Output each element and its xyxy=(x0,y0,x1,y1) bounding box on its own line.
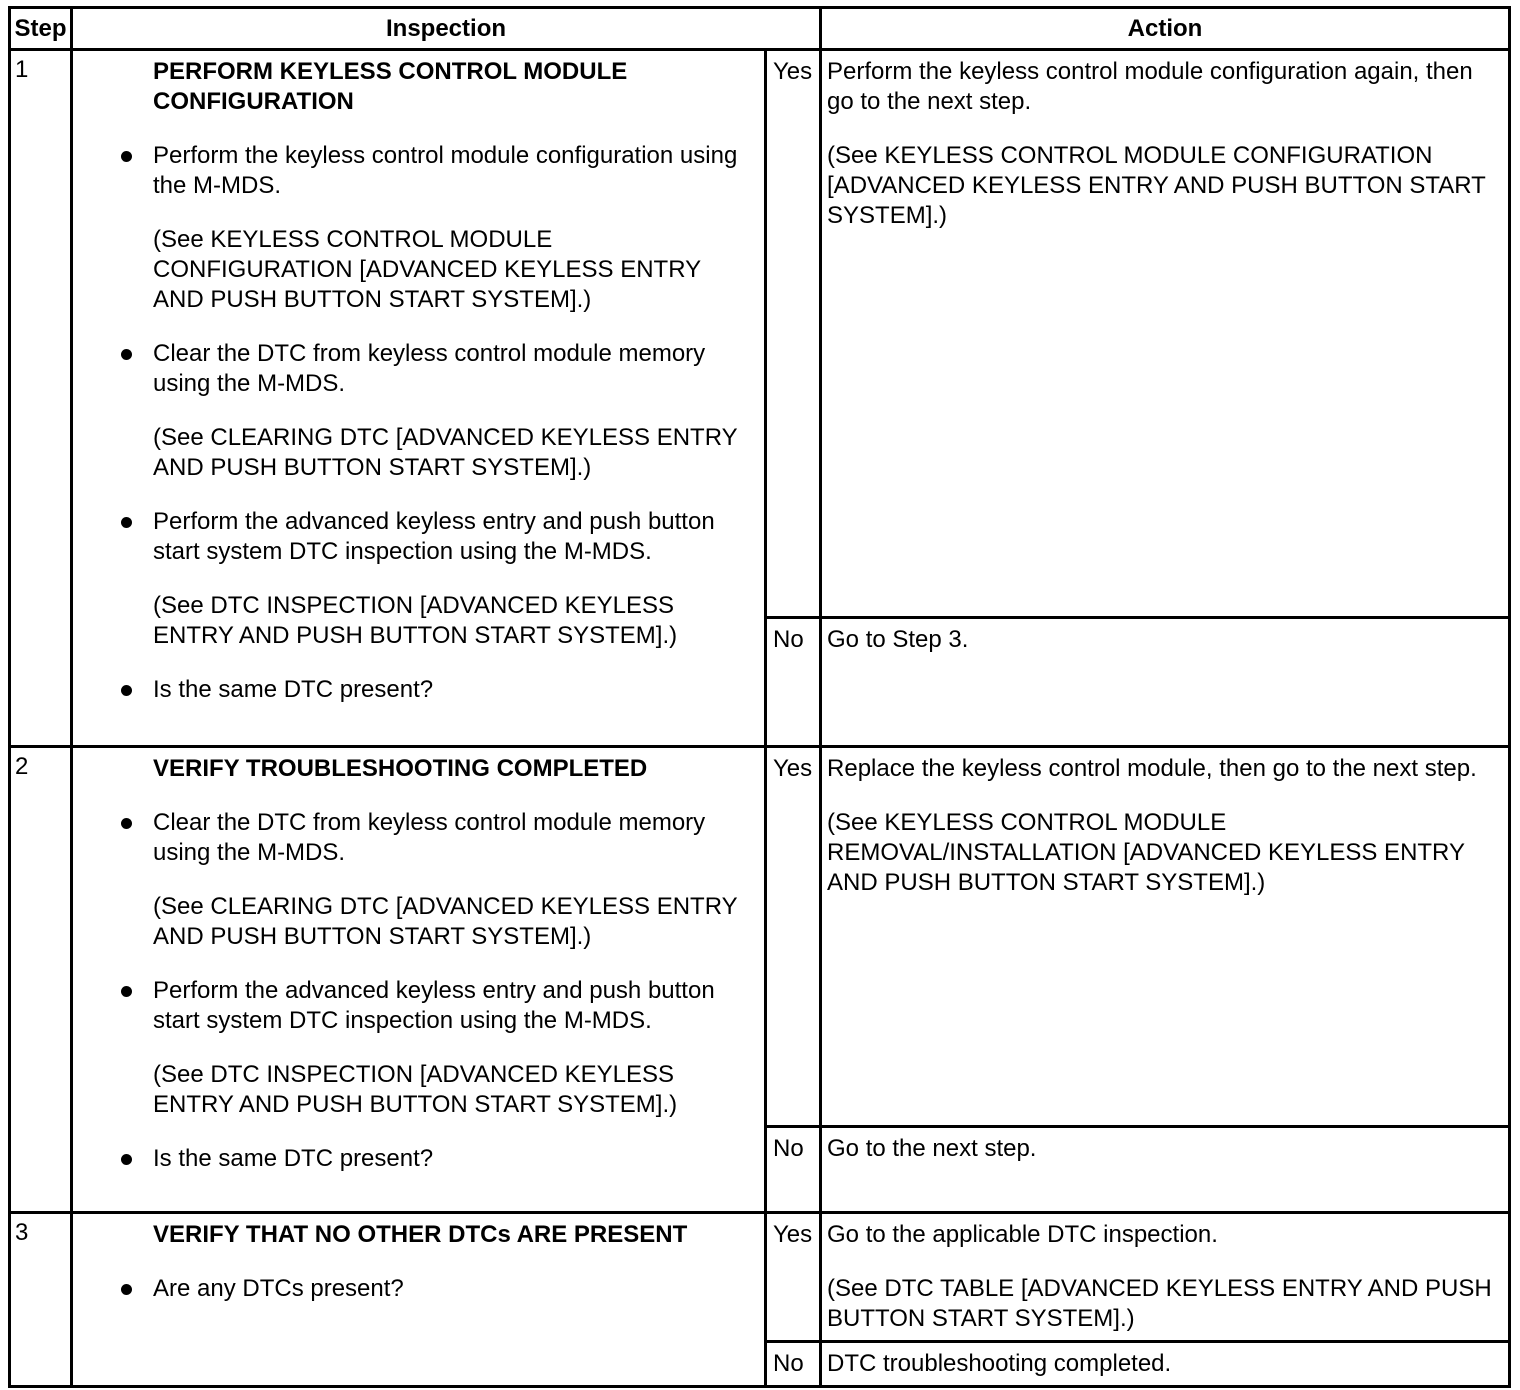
bullet-icon xyxy=(73,675,153,705)
inspection-item-text: Perform the keyless control module configuration using the M-MDS. xyxy=(153,142,738,199)
bullet-icon xyxy=(73,808,153,868)
header-row xyxy=(10,8,1510,50)
inspection-item-text: Clear the DTC from keyless control module memory using the M-MDS. xyxy=(153,809,706,866)
action-text: Go to Step 3. xyxy=(827,626,969,653)
inspection-item-text: Perform the advanced keyless entry and push button start system DTC inspection using the M-MDS. xyxy=(153,508,715,565)
action-text: Go to the next step. xyxy=(827,1135,1037,1162)
step-2-yes-row xyxy=(10,747,1510,1127)
no-action-cell xyxy=(821,618,1510,747)
inspection-item-text: Perform the advanced keyless entry and push button start system DTC inspection using the M-MDS. xyxy=(153,977,715,1034)
no-label: No xyxy=(766,1127,821,1213)
no-action-cell xyxy=(821,1127,1510,1213)
inspection-title: VERIFY TROUBLESHOOTING COMPLETED xyxy=(153,755,648,782)
troubleshooting-table xyxy=(8,6,1511,1388)
inspection-cell xyxy=(72,1213,766,1387)
inspection-reference: (See DTC INSPECTION [ADVANCED KEYLESS ENTRY AND PUSH BUTTON START SYSTEM].) xyxy=(153,1061,678,1118)
yes-label: Yes xyxy=(766,1213,821,1342)
yes-action-cell xyxy=(821,1213,1510,1342)
inspection-question xyxy=(73,1144,744,1174)
inspection-item-text: Clear the DTC from keyless control module memory using the M-MDS. xyxy=(153,340,706,397)
action-reference: (See KEYLESS CONTROL MODULE CONFIGURATION [ADVANCED KEYLESS ENTRY AND PUSH BUTTON START SYSTEM].) xyxy=(827,142,1486,229)
inspection-reference: (See DTC INSPECTION [ADVANCED KEYLESS ENTRY AND PUSH BUTTON START SYSTEM].) xyxy=(153,592,678,649)
step-number: 3 xyxy=(10,1213,72,1387)
bullet-icon xyxy=(73,1144,153,1174)
inspection-item xyxy=(73,976,744,1036)
action-text: DTC troubleshooting completed. xyxy=(827,1350,1172,1377)
action-text: Perform the keyless control module configuration again, then go to the next step. xyxy=(827,58,1473,115)
inspection-question-text: Are any DTCs present? xyxy=(153,1275,404,1302)
header-action: Action xyxy=(821,8,1510,50)
header-step: Step xyxy=(10,8,72,50)
step-1-yes-row xyxy=(10,50,1510,618)
action-reference: (See DTC TABLE [ADVANCED KEYLESS ENTRY AND PUSH BUTTON START SYSTEM].) xyxy=(827,1275,1492,1332)
action-reference: (See KEYLESS CONTROL MODULE REMOVAL/INSTALLATION [ADVANCED KEYLESS ENTRY AND PUSH BUTTON START SYSTEM].) xyxy=(827,809,1465,896)
bullet-icon xyxy=(73,339,153,399)
inspection-item xyxy=(73,339,744,399)
yes-label: Yes xyxy=(766,747,821,1127)
inspection-title: VERIFY THAT NO OTHER DTCs ARE PRESENT xyxy=(153,1221,688,1248)
bullet-icon xyxy=(73,976,153,1036)
action-text: Go to the applicable DTC inspection. xyxy=(827,1221,1218,1248)
bullet-icon xyxy=(73,1274,153,1304)
inspection-item xyxy=(73,507,744,567)
bullet-icon xyxy=(73,141,153,201)
inspection-question xyxy=(73,1274,744,1304)
inspection-reference: (See CLEARING DTC [ADVANCED KEYLESS ENTRY AND PUSH BUTTON START SYSTEM].) xyxy=(153,424,738,481)
inspection-cell xyxy=(72,747,766,1213)
yes-action-cell xyxy=(821,747,1510,1127)
step-number: 2 xyxy=(10,747,72,1213)
inspection-title: PERFORM KEYLESS CONTROL MODULE CONFIGURATION xyxy=(153,58,628,115)
inspection-question-text: Is the same DTC present? xyxy=(153,1145,434,1172)
no-label: No xyxy=(766,618,821,747)
bullet-icon xyxy=(73,507,153,567)
no-label: No xyxy=(766,1342,821,1387)
step-3-yes-row xyxy=(10,1213,1510,1342)
no-action-cell xyxy=(821,1342,1510,1387)
yes-action-cell xyxy=(821,50,1510,618)
inspection-item xyxy=(73,808,744,868)
inspection-cell xyxy=(72,50,766,747)
inspection-item xyxy=(73,141,744,201)
inspection-reference: (See KEYLESS CONTROL MODULE CONFIGURATION [ADVANCED KEYLESS ENTRY AND PUSH BUTTON START SYSTEM].) xyxy=(153,226,701,313)
action-text: Replace the keyless control module, then go to the next step. xyxy=(827,755,1477,782)
inspection-question-text: Is the same DTC present? xyxy=(153,676,434,703)
header-inspection: Inspection xyxy=(72,8,821,50)
yes-label: Yes xyxy=(766,50,821,618)
inspection-reference: (See CLEARING DTC [ADVANCED KEYLESS ENTRY AND PUSH BUTTON START SYSTEM].) xyxy=(153,893,738,950)
step-number: 1 xyxy=(10,50,72,747)
inspection-question xyxy=(73,675,744,705)
